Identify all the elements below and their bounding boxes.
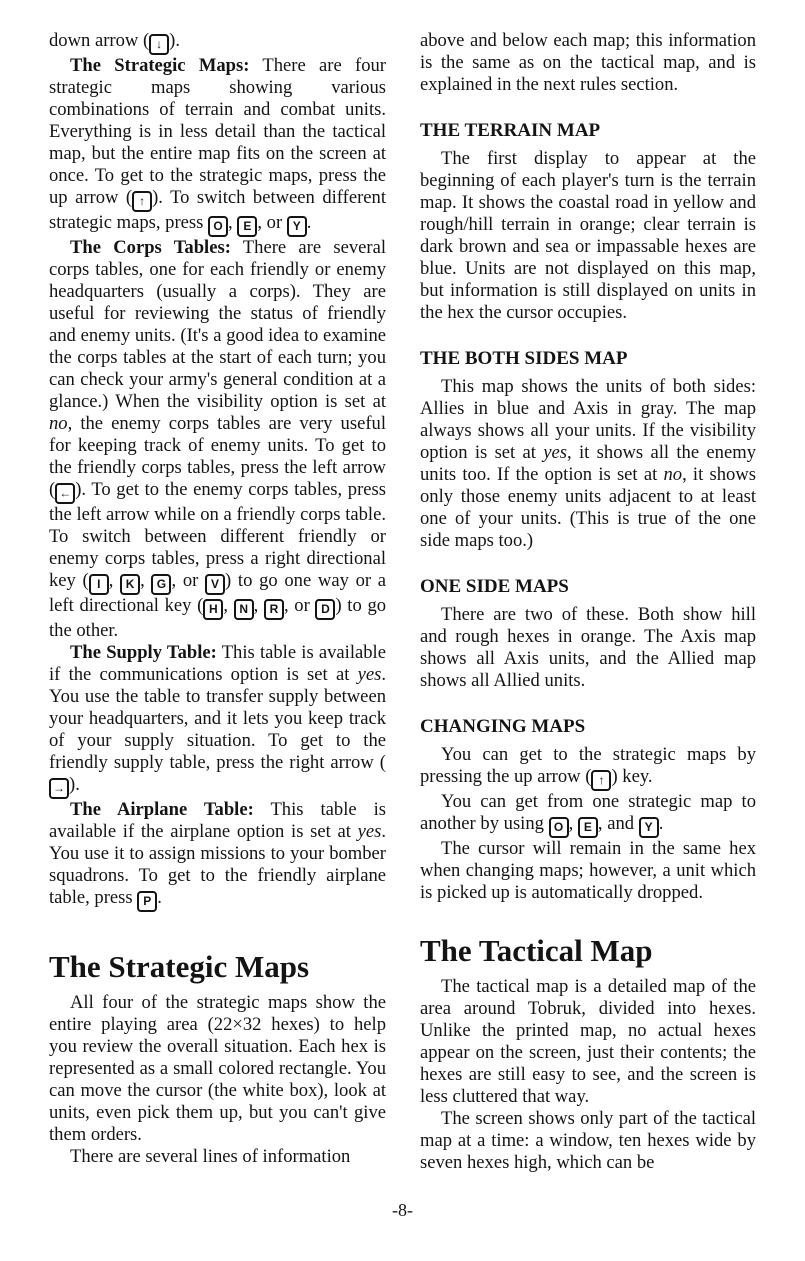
h-key-icon: H [203,599,223,620]
paragraph-tactical-overview: The tactical map is a detailed map of the area around Tobruk, divided into hexes. Unlike the printed map, no actual hexes appear on the screen, just their contents; the hexes are still easy to see, and the screen is less cluttered that way. [420,976,756,1107]
paragraph-continuation: down arrow ( ↓ ). [49,30,386,55]
section-heading-strategic-maps: The Strategic Maps [49,949,310,984]
e-key-icon: E [237,216,257,237]
k-key-icon: K [120,574,140,595]
paragraph-continuation-right: above and below each map; this information is the same as on the tactical map, and is explained in the next rules section. [420,30,756,95]
paragraph-changing-maps-3: The cursor will remain in the same hex when changing maps; however, a unit which is picked up is automatically dropped. [420,838,756,903]
paragraph-strategic-info-lines: There are several lines of information [70,1146,351,1167]
subheading-one-side-maps: ONE SIDE MAPS [420,576,569,597]
paragraph-strategic-overview: All four of the strategic maps show the entire playing area (22×32 hexes) to help you review the overall situation. Each hex is represented as a small colored rectangle. You can move the cursor (the white box), look at units, even pick them up, but you can't give them orders. [49,992,386,1145]
left-arrow-key-icon: ← [55,483,75,504]
e-key-icon: E [578,817,598,838]
y-key-icon: Y [639,817,659,838]
left-column [49,30,386,1168]
y-key-icon: Y [287,216,307,237]
subheading-terrain-map: THE TERRAIN MAP [420,120,601,141]
paragraph-airplane-table: The Airplane Table: This table is available if the airplane option is set at yes. You use it to assign missions to your bomber squadrons. To get to the friendly airplane table, press P . [49,799,386,912]
v-key-icon: V [205,574,225,595]
paragraph-changing-maps-2: You can get from one strategic map to another by using O , E , and Y . [420,791,756,838]
paragraph-tactical-window: The screen shows only part of the tactical map at a time: a window, ten hexes wide by seven hexes high, which can be [420,1108,756,1173]
paragraph-changing-maps-1: You can get to the strategic maps by pressing the up arrow ( ↑ ) key. [420,744,756,791]
term-airplane-table: The Airplane Table: [70,799,254,820]
subheading-changing-maps: CHANGING MAPS [420,716,586,737]
o-key-icon: O [208,216,228,237]
d-key-icon: D [315,599,335,620]
paragraph-strategic-maps: The Strategic Maps: There are four strategic maps showing various combinations of terrain and combat units. Everything is in less detail than the tactical map, but the entire map fits on the screen at once. To get to the strategic maps, press the up arrow ( ↑ ). To switch between different strategic maps, press O , E , or Y . [49,55,386,237]
paragraph-corps-tables: The Corps Tables: There are several corps tables, one for each friendly or enemy headquarters (usually a corps). They are useful for reviewing the status of friendly and enemy units. (It's a good idea to examine the corps tables at the start of each turn; you can check your army's general condition at a glance.) When the visibility option is set at no, the enemy corps tables are very useful for keeping track of enemy units. To get to the friendly corps tables, press the left arrow ( ← ). To get to the enemy corps tables, press the left arrow while on a friendly corps table. To switch between different friendly or enemy corps tables, press a right directional key ( I , K , G , or V ) to go one way or a left directional key ( H , N , R , or D ) to go the other. [49,237,387,641]
down-arrow-key-icon: ↓ [149,34,169,55]
paragraph-supply-table: The Supply Table: This table is available if the communications option is set at yes. You use the table to transfer supply between your headquarters, and it lets you keep track of your supply situation. To get to the friendly supply table, press the right arrow (→ ). [49,642,386,799]
paragraph-terrain-map: The first display to appear at the beginning of each player's turn is the terrain map. It shows the coastal road in yellow and rough/hill terrain in orange; clear terrain is dark brown and sea or impassable hexes are blue. Units are not displayed on this map, but information is still displayed on units in the hex the cursor occupies. [420,148,756,323]
g-key-icon: G [151,574,171,595]
term-supply-table: The Supply Table: [70,642,217,663]
section-heading-tactical-map: The Tactical Map [420,933,653,968]
n-key-icon: N [234,599,254,620]
p-key-icon: P [137,891,157,912]
right-arrow-key-icon: → [49,778,69,799]
i-key-icon: I [89,574,109,595]
right-column [420,30,756,1174]
subheading-both-sides-map: THE BOTH SIDES MAP [420,348,628,369]
term-strategic-maps: The Strategic Maps: [70,55,250,76]
paragraph-both-sides-map: This map shows the units of both sides: Allies in blue and Axis in gray. The map always shows all your units. If the visibility option is set at yes, it shows all the enemy units too. If the option is set at no, it shows only those enemy units adjacent to at least one of your units. (This is true of the one side maps too.) [420,376,756,551]
r-key-icon: R [264,599,284,620]
up-arrow-key-icon: ↑ [591,770,611,791]
paragraph-one-side-maps: There are two of these. Both show hill and rough hexes in orange. The Axis map shows all Axis units, and the Allied map shows all Allied units. [420,604,756,691]
term-corps-tables: The Corps Tables: [70,237,231,258]
o-key-icon: O [549,817,569,838]
page-number: -8- [392,1200,413,1220]
up-arrow-key-icon: ↑ [132,191,152,212]
